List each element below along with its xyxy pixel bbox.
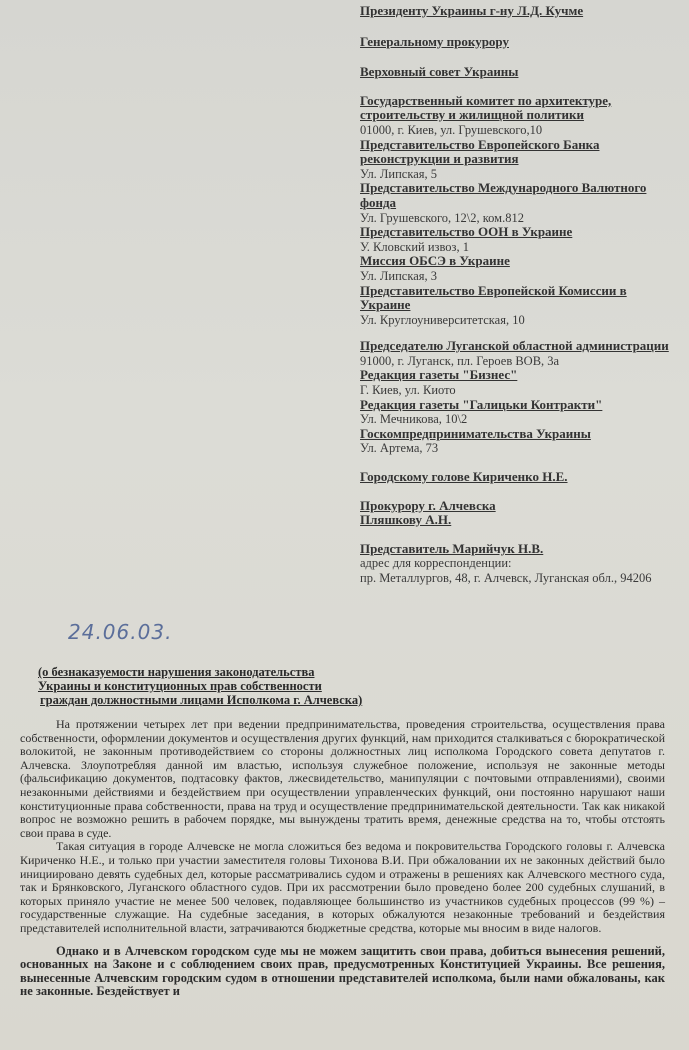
addressee-ebrd-address: Ул. Липская, 5 xyxy=(360,166,438,181)
addressee-biznes-address: Г. Киев, ул. Киото xyxy=(360,383,456,398)
addressee-ebrd: Представительство Европейского Банка реконструкции и развития xyxy=(360,136,600,167)
addressee-goskom-address: Ул. Артема, 73 xyxy=(360,441,439,456)
addressee-osce: Миссия ОБСЭ в Украине xyxy=(360,253,510,269)
addressee-lugansk-admin-address: 91000, г. Луганск, пл. Героев ВОВ, 3а xyxy=(360,353,560,368)
addressee-imf-address: Ул. Грушевского, 12\2, ком.812 xyxy=(360,210,524,225)
addressee-mayor: Городскому голове Кириченко Н.Е. xyxy=(360,469,568,485)
letter-subject xyxy=(38,665,418,707)
addressee-supreme-council: Верховный совет Украины xyxy=(360,64,519,80)
subject-line: граждан должностными лицами Исполкома г. Алчевска) xyxy=(40,693,363,707)
addressee-biznes: Редакция газеты "Бизнес" xyxy=(360,367,518,383)
sender-address: пр. Металлургов, 48, г. Алчевск, Луганская обл., 94206 xyxy=(360,571,652,585)
addressee-city-prosecutor: Прокурору г. Алчевска xyxy=(360,497,496,513)
sender-address-label: адрес для корреспонденции: xyxy=(360,556,512,571)
addressee-goskom: Госкомпредпринимательства Украины xyxy=(360,425,591,441)
addressee-committee-address: 01000, г. Киев, ул. Грушевского,10 xyxy=(360,122,543,137)
subject-line: (о безнаказуемости нарушения законодательства xyxy=(38,665,315,679)
addressee-osce-address: Ул. Липская, 3 xyxy=(360,268,438,283)
addressee-committee: Государственный комитет по архитектуре, строительству и жилищной политики xyxy=(360,92,612,123)
addressee-block xyxy=(360,4,680,586)
body-paragraph-bold: Однако и в Алчевском городском суде мы не можем защитить свои права, добиться вынесения решений, основанных на Законе и с соблюдением своих прав, предусмотренных Конституцией Украины. Все решения, вынесенные Алчевским городским судом в отношении представителей исполкома, были нами обжалованы, как не законные. Бездействует и xyxy=(20,943,665,998)
addressee-ec: Представительство Европейской Комиссии в Украине xyxy=(360,282,627,313)
addressee-lugansk-admin: Председателю Луганской областной администрации xyxy=(360,338,669,354)
sender-name: Представитель Марийчук Н.В. xyxy=(360,540,544,556)
subject-line: Украины и конституционных прав собственности xyxy=(38,679,322,693)
addressee-ec-address: Ул. Круглоуниверситетская, 10 xyxy=(360,312,525,327)
addressee-un-address: У. Кловский извоз, 1 xyxy=(360,239,469,254)
body-paragraph: На протяжении четырех лет при ведении предпринимательства, проведения строительства, осуществления права собственности, оформлении документов и осуществления других функций, нам приходится сталкиваться с бюрократической волокитой, не законным противодействием со стороны должностных лиц исполкома Городского совета депутатов г. Алчевска. Злоупотребляя данной им властью, используя служебное положение, используя не законные методы (фальсификацию документов, подтасовку фактов, лжесвидетельство, манипуляции с почтовыми отправлениями), своими незаконными действиями и бездействием при осуществлении управленческих функций, они постоянно нарушают наши конституционные права собственности, права на труд и осуществление предпринимательской деятельности. Так как никакой вопрос не возможно решить в рабочем порядке, мы вынуждены тратить время, денежные средства на то, чтобы отстоять свои права в суде. xyxy=(20,717,665,840)
addressee-plyashkov: Пляшкову А.Н. xyxy=(360,512,452,528)
body-paragraph: Такая ситуация в городе Алчевске не могла сложиться без ведома и покровительства Городского головы г. Алчевска Кириченко Н.Е., и только при участии заместителя головы Тихонова В.И. При обжаловании их не законных действий было инициировано девять судебных дел, которые рассматривались судом и отражены в решениях как Алчевского местного суда, так и Брянковского, Луганского областного судов. При их рассмотрении было проведено более 200 судебных слушаний, в которых приняло участие не менее 500 человек, подавляющее большинство из участников судебных процессов (99 %) – государственные служащие. На судебные заседания, в которых обжалуются незаконные требований и бездействия представителей исполнительной власти, затрачиваются бюджетные средства, которые мы вносим в виде налогов. xyxy=(20,839,665,935)
addressee-un: Представительство ООН в Украине xyxy=(360,224,573,240)
handwritten-date: 24.06.03. xyxy=(68,620,173,644)
addressee-prosecutor-general: Генеральному прокурору xyxy=(360,33,509,49)
addressee-president: Президенту Украины г-ну Л.Д. Кучме xyxy=(360,3,584,18)
letter-body xyxy=(20,718,665,999)
addressee-galitski: Редакция газеты "Галицьки Контракти" xyxy=(360,396,603,412)
addressee-imf: Представительство Международного Валютного фонда xyxy=(360,180,647,210)
addressee-galitski-address: Ул. Мечникова, 10\2 xyxy=(360,412,468,427)
